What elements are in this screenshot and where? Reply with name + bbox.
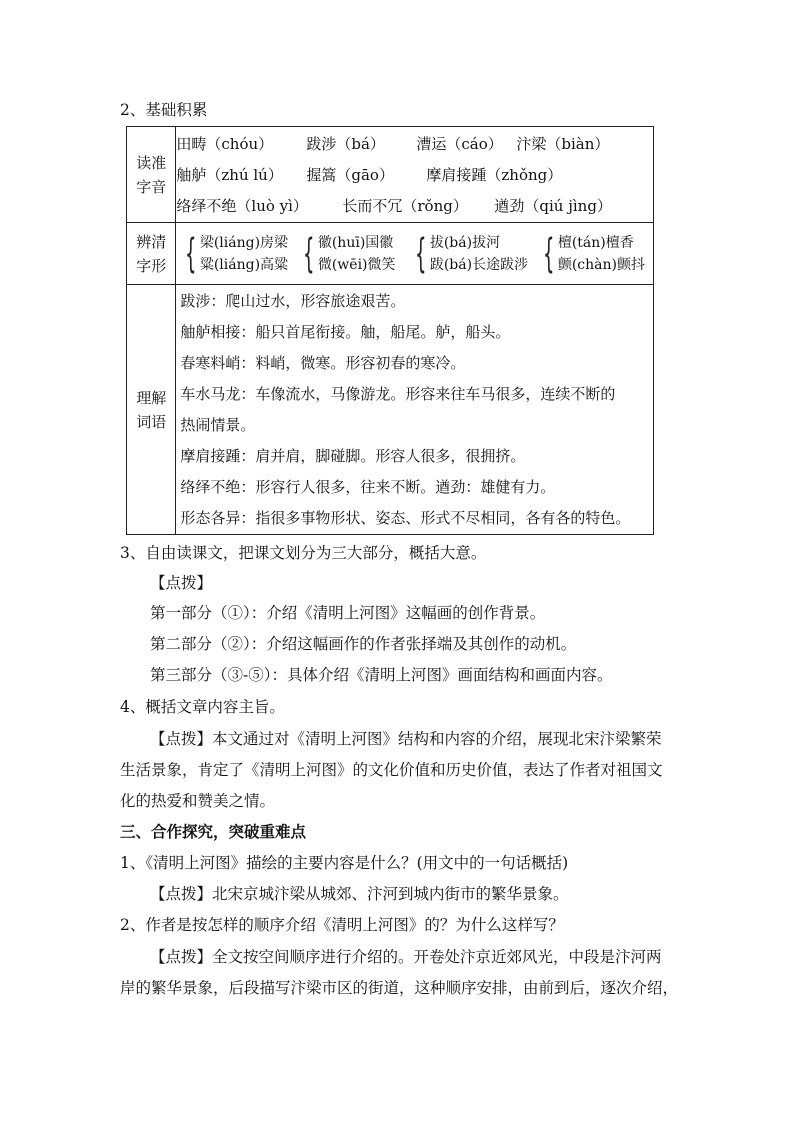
- meaning-line: 络绎不绝：形容行人很多，往来不断。遒劲：雄健有力。: [180, 477, 556, 496]
- explore-question-2: 2、作者是按怎样的顺序介绍《清明上河图》的？为什么这样写？: [120, 916, 564, 934]
- section-title-basic: 2、基础积累: [120, 101, 208, 119]
- meaning-line: 热闹情景。: [180, 415, 256, 434]
- glyph-group: { 梁(liáng)房梁 粱(liáng)高粱: [185, 230, 289, 277]
- pronunciation-line: 舳舻（zhú lú） 握篙（gāo） 摩肩接踵（zhǒng）: [176, 166, 563, 184]
- pronunciation-cell: [176, 127, 654, 223]
- meaning-line: 舳舻相接：船只首尾衔接。舳，船尾。舻，船头。: [180, 322, 511, 341]
- pronunciation-line: 田畴（chóu） 跋涉（bá） 漕运（cáo） 汴梁（biàn）: [176, 135, 610, 153]
- meaning-line: 跋涉：爬山过水，形容旅途艰苦。: [180, 291, 406, 310]
- vocab-meaning-cell: [176, 285, 654, 535]
- meaning-line: 形态各异：指很多事物形状、姿态、形式不尽相同，各有各的特色。: [180, 508, 631, 527]
- section-title-explore: 三、合作探究，突破重难点: [120, 822, 307, 841]
- explore-answer-2-line: 岸的繁华景象，后段描写汴梁市区的街道，这种顺序安排，由前到后，逐次介绍，: [120, 979, 679, 997]
- explore-question-1: 1、《清明上河图》描绘的主要内容是什么？(用文中的一句话概括): [120, 854, 569, 872]
- brace-icon: {: [415, 230, 427, 277]
- pronunciation-line: 络绎不绝（luò yì） 长而不冗（rǒng） 遒劲（qiú jìng）: [176, 197, 612, 215]
- glyph-group: { 檀(tán)檀香 颤(chàn)颤抖: [543, 230, 645, 277]
- explore-answer-1: 【点拨】北宋京城汴梁从城郊、汴河到城内街市的繁华景象。: [150, 885, 569, 903]
- meaning-line: 车水马龙：车像流水，马像游龙。形容来往车马很多，连续不断的: [180, 384, 616, 403]
- meaning-line: 春寒料峭：料峭，微寒。形容初春的寒冷。: [180, 353, 466, 372]
- brace-icon: {: [543, 230, 555, 277]
- brace-icon: {: [303, 230, 315, 277]
- vocab-meaning-header: 理解 词语: [127, 285, 176, 535]
- question-4: 4、概括文章内容主旨。: [120, 698, 285, 716]
- hint-label: 【点拨】: [150, 574, 213, 592]
- part-two: 第二部分（②）：介绍这幅画作的作者张择端及其创作的动机。: [150, 635, 577, 653]
- glyph-header: 辨清 字形: [127, 223, 176, 285]
- answer-4-line: 化的热爱和赞美之情。: [120, 792, 276, 810]
- explore-answer-2-line: 【点拨】全文按空间顺序进行介绍的。开卷处汴京近郊风光，中段是汴河两: [150, 948, 662, 966]
- answer-4-line: 【点拨】本文通过对《清明上河图》结构和内容的介绍，展现北宋汴梁繁荣: [150, 730, 662, 748]
- part-three: 第三部分（③-⑤）：具体介绍《清明上河图》画面结构和画面内容。: [150, 666, 613, 684]
- brace-icon: {: [185, 230, 197, 277]
- meaning-line: 摩肩接踵：肩并肩，脚碰脚。形容人很多，很拥挤。: [180, 446, 526, 465]
- glyph-group: { 徽(huī)国徽 微(wēi)微笑: [303, 230, 396, 277]
- vocab-table: [126, 126, 654, 535]
- question-3: 3、自由读课文，把课文划分为三大部分，概括大意。: [120, 544, 487, 562]
- part-one: 第一部分（①）：介绍《清明上河图》这幅画的创作背景。: [150, 604, 546, 622]
- glyph-cell: [176, 223, 654, 285]
- answer-4-line: 生活景象，肯定了《清明上河图》的文化价值和历史价值，表达了作者对祖国文: [120, 761, 663, 779]
- pronunciation-header: 读准 字音: [127, 127, 176, 223]
- glyph-group: { 拔(bá)拔河 跋(bá)长途跋涉: [415, 230, 529, 277]
